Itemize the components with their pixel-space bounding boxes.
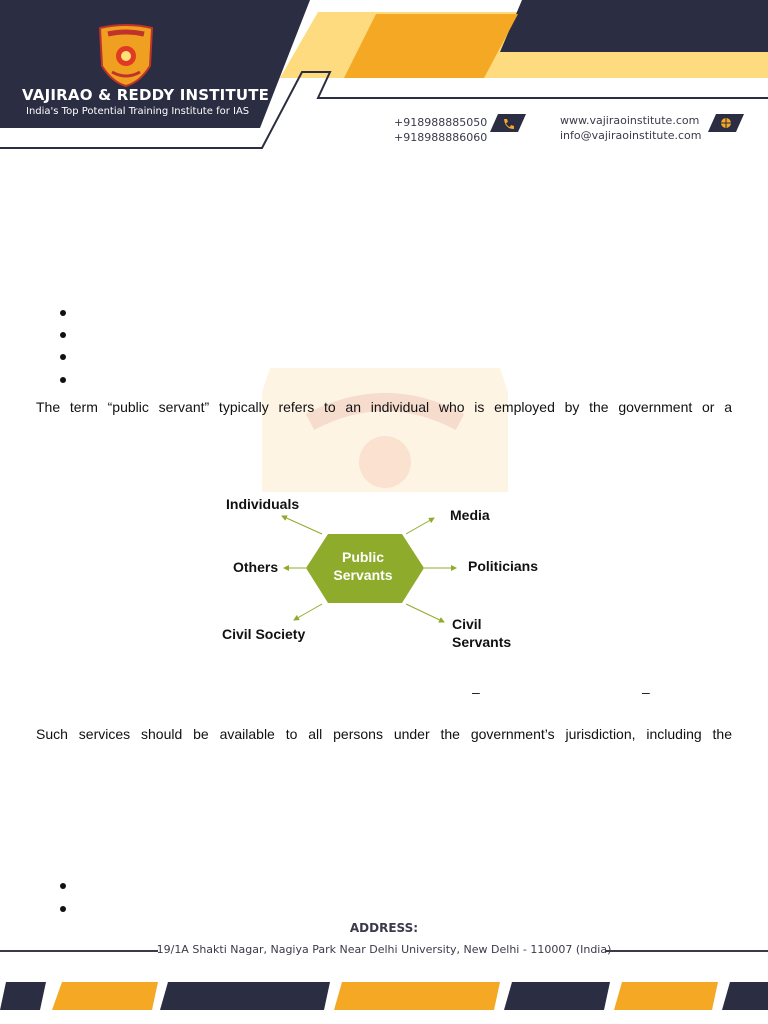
arrow-civil-society — [294, 604, 322, 620]
arrow-media — [406, 518, 434, 534]
dash-mark: – — [642, 684, 650, 700]
node-civil-society: Civil Society — [222, 626, 306, 642]
node-politicians: Politicians — [468, 558, 539, 574]
address-title: ADDRESS: — [349, 921, 419, 935]
footer-stripes — [0, 980, 768, 1012]
phone-number-1[interactable]: +918988885050 — [394, 116, 488, 129]
paragraph-public-servant: The term “public servant” typically refers to an individual who is employed by the government or a — [36, 399, 732, 415]
dash-mark: – — [472, 684, 480, 700]
node-media: Media — [450, 507, 490, 523]
paragraph-services: Such services should be available to all persons under the government’s jurisdiction, including the — [36, 726, 732, 742]
node-individuals: Individuals — [226, 496, 300, 512]
arrow-individuals — [282, 516, 322, 534]
arrow-civil-servants — [406, 604, 444, 622]
email-link[interactable]: info@vajiraoinstitute.com — [560, 129, 702, 142]
institute-name: VAJIRAO & REDDY INSTITUTE — [22, 86, 270, 104]
bullet-marker — [60, 883, 66, 889]
website-link[interactable]: www.vajiraoinstitute.com — [560, 114, 700, 127]
node-others: Others — [233, 559, 279, 575]
bullet-marker — [60, 906, 66, 912]
address-text: 19/1A Shakti Nagar, Nagiya Park Near Delhi University, New Delhi - 110007 (India) — [156, 943, 612, 956]
phone-number-2[interactable]: +918988886060 — [394, 131, 488, 144]
institute-tagline: India's Top Potential Training Institute for IAS — [26, 106, 250, 117]
diagram-center-label: Public Servants — [333, 549, 393, 583]
node-civil-servants: Civil Servants — [452, 616, 512, 650]
